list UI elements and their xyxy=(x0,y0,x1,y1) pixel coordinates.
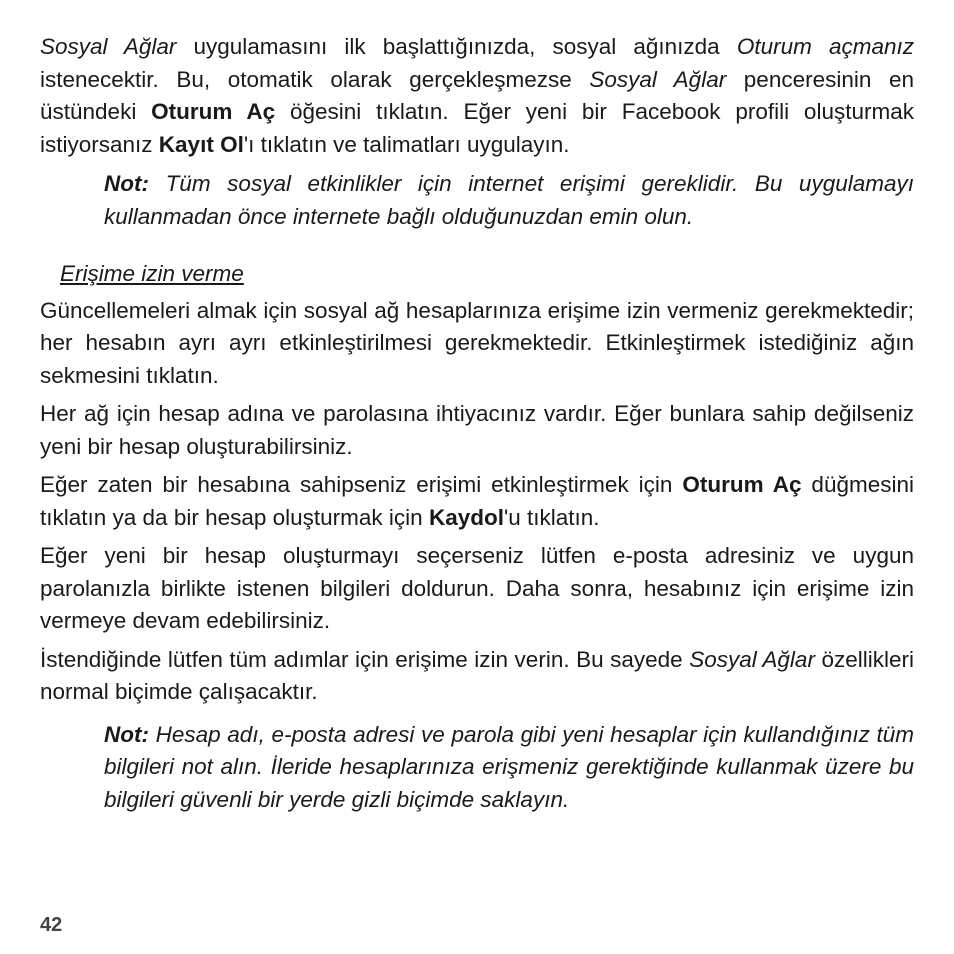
paragraph-updates: Güncellemeleri almak için sosyal ağ hesaplarınıza erişime izin vermeniz gerekmektedir; her hesabın ayrı ayrı etkinleştirilmesi gerekmektedir. Etkinleştirmek istediğiniz ağın sekmesini tıklatın. xyxy=(40,297,914,388)
paragraph-permissions: İstendiğinde lütfen tüm adımlar için erişime izin verin. Bu sayede Sosyal Ağlar özellikleri normal biçimde çalışacaktır. xyxy=(40,646,914,704)
section-heading: Erişime izin verme xyxy=(60,261,244,286)
note-internet: Not: Tüm sosyal etkinlikler için internet erişimi gereklidir. Bu uygulamayı kullanmadan önce internete bağlı olduğunuzdan emin olun. xyxy=(104,171,914,229)
intro-paragraph: Sosyal Ağlar uygulamasını ilk başlattığınızda, sosyal ağınızda Oturum açmanız istenecektir. Bu, otomatik olarak gerçekleşmezse Sosyal Ağlar penceresinin en üstündeki Oturum Aç öğesini tıklatın. Eğer yeni bir Facebook profili oluşturmak istiyorsanız Kayıt Ol'ı tıklatın ve talimatları uygulayın. xyxy=(40,34,914,157)
paragraph-login: Eğer zaten bir hesabına sahipseniz erişimi etkinleştirmek için Oturum Aç düğmesini tıklatın ya da bir hesap oluşturmak için Kaydol'u tıklatın. xyxy=(40,472,914,530)
app-name: Sosyal Ağlar xyxy=(40,34,177,59)
note-save-info: Not: Hesap adı, e-posta adresi ve parola gibi yeni hesaplar için kullandığınız tüm bilgileri not alın. İleride hesaplarınıza erişmeniz gerektiğinde kullanmak üzere bu bilgileri güvenli bir yerde gizli biçimde saklayın. xyxy=(104,721,914,812)
page-content xyxy=(40,31,914,816)
paragraph-new-account: Eğer yeni bir hesap oluşturmayı seçerseniz lütfen e-posta adresiniz ve uygun parolanızla birlikte istenen bilgileri doldurun. Daha sonra, hesabınız için erişime izin vermeye devam edebilirsiniz. xyxy=(40,543,914,633)
note-label: Not: xyxy=(104,171,149,196)
page-number: 42 xyxy=(40,914,63,936)
paragraph-account-info: Her ağ için hesap adına ve parolasına ihtiyacınız vardır. Eğer bunlara sahip değilseniz yeni bir hesap oluşturabilirsiniz. xyxy=(40,401,914,459)
note-label: Not: xyxy=(104,721,149,747)
